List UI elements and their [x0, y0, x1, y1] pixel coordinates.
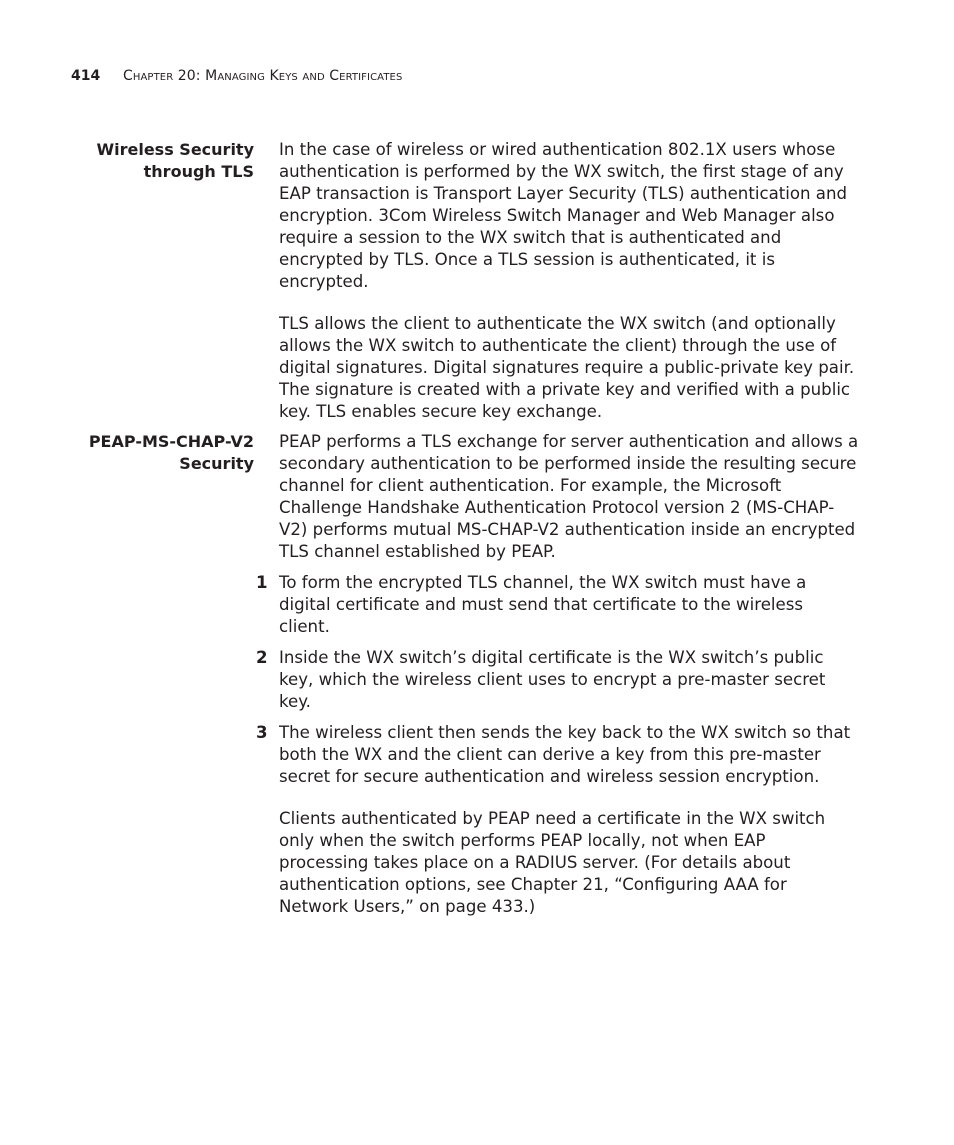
section-heading-line: Wireless Security: [96, 140, 254, 159]
step-number: 2: [256, 648, 268, 667]
section-body: [256, 431, 859, 918]
numbered-step: [256, 572, 859, 638]
section-heading-line: Security: [179, 454, 254, 473]
step-number: 1: [256, 573, 268, 592]
section-heading: [34, 139, 254, 183]
step-text: Inside the WX switch’s digital certificate is the WX switch’s public key, which the wireless client uses to encrypt a pre-master secret key.: [279, 648, 826, 711]
step-text: To form the encrypted TLS channel, the WX switch must have a digital certificate and must send that certificate to the wireless client.: [279, 573, 807, 636]
section-heading: [34, 431, 254, 475]
section-heading-line: PEAP-MS-CHAP-V2: [88, 432, 254, 451]
step-number: 3: [256, 723, 268, 742]
section-heading-line: through TLS: [143, 162, 254, 181]
chapter-title: Chapter 20: Managing Keys and Certificates: [123, 68, 403, 84]
numbered-step: [256, 722, 859, 788]
body-paragraph: Clients authenticated by PEAP need a certificate in the WX switch only when the switch performs PEAP locally, not when EAP processing takes place on a RADIUS server. (For details about authentication options, see Chapter 21, “Configuring AAA for Network Users,” on page 433.): [279, 809, 826, 916]
page-number: 414: [71, 68, 101, 84]
numbered-step: [256, 647, 859, 713]
section-body: [279, 139, 859, 423]
running-header: [71, 66, 402, 86]
body-paragraph: PEAP performs a TLS exchange for server authentication and allows a secondary authentication to be performed inside the resulting secure channel for client authentication. For example, the Microsoft Challenge Handshake Authentication Protocol version 2 (MS-CHAP-V2) performs mutual MS-CHAP-V2 authentication inside an encrypted TLS channel established by PEAP.: [279, 432, 859, 561]
body-paragraph: TLS allows the client to authenticate the WX switch (and optionally allows the WX switch to authenticate the client) through the use of digital signatures. Digital signatures require a public-private key pair. The signature is created with a private key and verified with a public key. TLS enables secure key exchange.: [279, 314, 855, 421]
step-text: The wireless client then sends the key back to the WX switch so that both the WX and the client can derive a key from this pre-master secret for secure authentication and wireless session encryption.: [279, 723, 851, 786]
body-paragraph: In the case of wireless or wired authentication 802.1X users whose authentication is performed by the WX switch, the first stage of any EAP transaction is Transport Layer Security (TLS) authentication and encryption. 3Com Wireless Switch Manager and Web Manager also require a session to the WX switch that is authenticated and encrypted by TLS. Once a TLS session is authenticated, it is encrypted.: [279, 140, 848, 291]
